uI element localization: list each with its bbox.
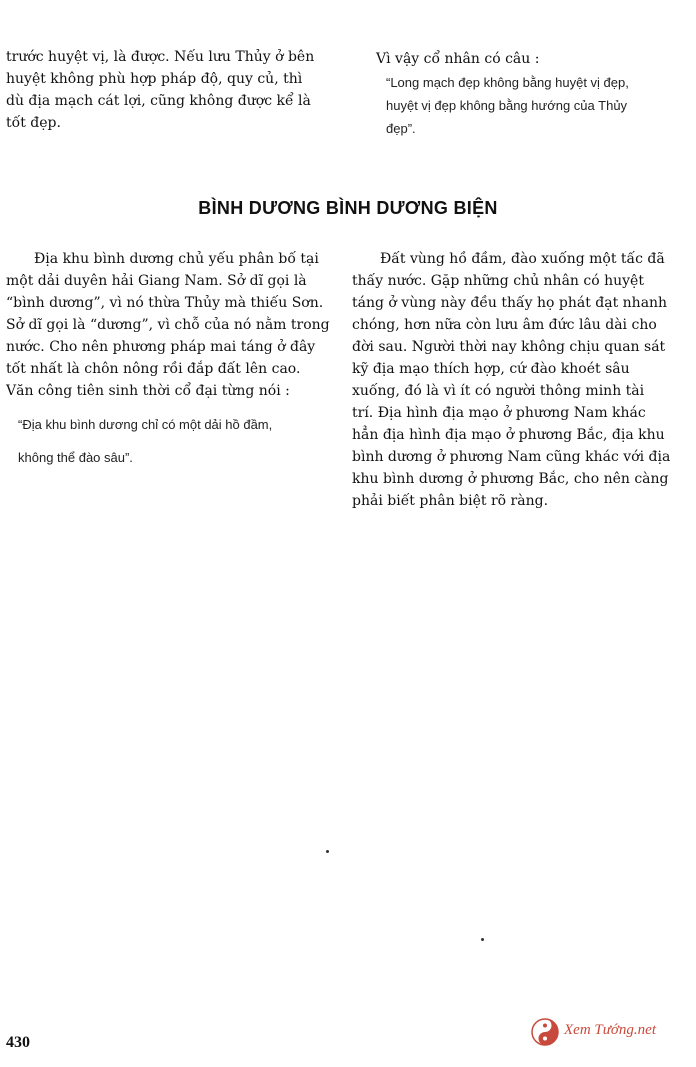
text-line: phải biết phân biệt rõ ràng. (352, 493, 549, 509)
quote-intro: Vì vậy cổ nhân có câu : (376, 51, 540, 67)
block-quote (6, 414, 331, 468)
left-column (6, 248, 331, 468)
scan-speck (326, 850, 329, 853)
section-heading: BÌNH DƯƠNG BÌNH DƯƠNG BIỆN (198, 198, 498, 218)
text-line: táng ở vùng này đều thấy họ phát đạt nhanh (352, 295, 668, 311)
block-quote (376, 72, 680, 139)
text-line: huyệt không phù hợp pháp độ, quy củ, thì (6, 71, 303, 87)
text-line: Địa khu bình dương chủ yếu phân bố tại (34, 251, 319, 267)
text-line: chóng, hơn nữa còn lưu âm đức lâu dài cho (352, 317, 657, 333)
text-line: bình dương ở phương Nam cũng khác với địa (352, 449, 671, 465)
text-line: kỹ địa mạo thích hợp, cứ đào khoét sâu (352, 361, 630, 377)
text-line: thấy nước. Gặp những chủ nhân có huyệt (352, 273, 644, 289)
top-left-paragraph (6, 46, 331, 134)
text-line: khu bình dương ở phương Bắc, cho nên càng (352, 471, 669, 487)
quote-line: không thể đào sâu”. (18, 450, 133, 465)
quote-line: “Địa khu bình dương chỉ có một dải hồ đầm, (18, 417, 273, 432)
quote-line: “Long mạch đẹp không bằng huyệt vị đẹp, (386, 75, 629, 90)
site-watermark (528, 1016, 690, 1050)
text-line: Văn công tiên sinh thời cổ đại từng nói : (6, 383, 290, 399)
quote-line: huyệt vị đẹp không bằng hướng của Thủy (386, 98, 628, 113)
text-line: trí. Địa hình địa mạo ở phương Nam khác (352, 405, 646, 421)
text-line: Đất vùng hồ đầm, đào xuống một tấc đã (380, 251, 665, 267)
top-right-block (376, 48, 680, 139)
yin-yang-icon (530, 1017, 560, 1047)
text-line: dù địa mạch cát lợi, cũng không được kể là (6, 93, 311, 109)
text-line: Sở dĩ gọi là “dương”, vì chỗ của nó nằm trong (6, 317, 330, 333)
text-line: nước. Cho nên phương pháp mai táng ở đây (6, 339, 316, 355)
text-line: “bình dương”, vì nó thừa Thủy mà thiếu Sơn. (6, 295, 324, 311)
page-number: 430 (6, 1034, 30, 1051)
quote-line: đẹp”. (386, 121, 416, 136)
right-column (352, 248, 682, 512)
text-line: đời sau. Người thời nay không chịu quan sát (352, 339, 666, 355)
text-line: một dải duyên hải Giang Nam. Sở dĩ gọi là (6, 273, 307, 289)
text-line: hẳn địa hình địa mạo ở phương Bắc, địa khu (352, 427, 665, 443)
text-line: tốt nhất là chôn nông rồi đắp đất lên cao. (6, 361, 301, 377)
watermark-text: Xem Tướng.net (564, 1022, 657, 1038)
scan-speck (481, 938, 484, 941)
text-line: xuống, đó là vì ít có người thông minh tài (352, 383, 645, 399)
text-line: trước huyệt vị, là được. Nếu lưu Thủy ở bên (6, 49, 315, 65)
text-line: tốt đẹp. (6, 115, 61, 131)
